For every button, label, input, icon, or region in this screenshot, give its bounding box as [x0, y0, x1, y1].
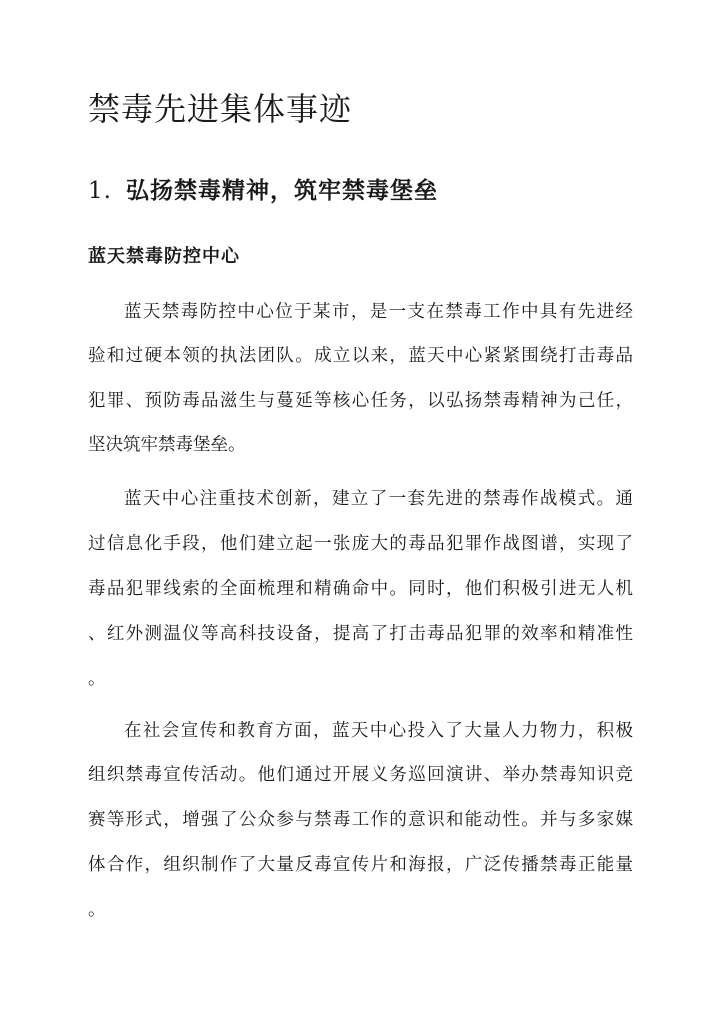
- organization-name: 蓝天禁毒防控中心: [88, 246, 240, 267]
- paragraph-2-line-4: 、红外测温仪等高科技设备，提高了打击毒品犯罪的效率和精准性: [88, 624, 633, 644]
- paragraph-2-line-1: 蓝天中心注重技术创新，建立了一套先进的禁毒作战模式。通: [124, 489, 633, 509]
- paragraph-1-line-1: 蓝天禁毒防控中心位于某市，是一支在禁毒工作中具有先进经: [124, 302, 633, 322]
- paragraph-3-line-2: 组织禁毒宣传活动。他们通过开展义务巡回演讲、举办禁毒知识竞: [88, 765, 633, 785]
- paragraph-2-line-2: 过信息化手段，他们建立起一张庞大的毒品犯罪作战图谱，实现了: [88, 534, 633, 554]
- section-heading: [88, 172, 438, 205]
- page-title: 禁毒先进集体事迹: [88, 90, 353, 128]
- section-heading-text: 弘扬禁毒精神，筑牢禁毒堡垒: [126, 177, 438, 204]
- paragraph-2-line-5: 。: [88, 669, 106, 689]
- paragraph-1-line-3: 犯罪、预防毒品滋生与蔓延等核心任务，以弘扬禁毒精神为己任，: [88, 391, 633, 411]
- paragraph-3-line-4: 体合作，组织制作了大量反毒宣传片和海报，广泛传播禁毒正能量: [88, 855, 633, 875]
- paragraph-2-line-3: 毒品犯罪线索的全面梳理和精确命中。同时，他们积极引进无人机: [88, 579, 633, 599]
- paragraph-3-line-5: 。: [88, 900, 106, 920]
- paragraph-1-line-4: 坚决筑牢禁毒堡垒。: [88, 435, 246, 455]
- paragraph-3-line-3: 赛等形式，增强了公众参与禁毒工作的意识和能动性。并与多家媒: [88, 810, 633, 830]
- section-number: 1.: [88, 178, 112, 204]
- paragraph-1-line-2: 验和过硬本领的执法团队。成立以来，蓝天中心紧紧围绕打击毒品: [88, 346, 633, 366]
- paragraph-3-line-1: 在社会宣传和教育方面，蓝天中心投入了大量人力物力，积极: [124, 721, 633, 741]
